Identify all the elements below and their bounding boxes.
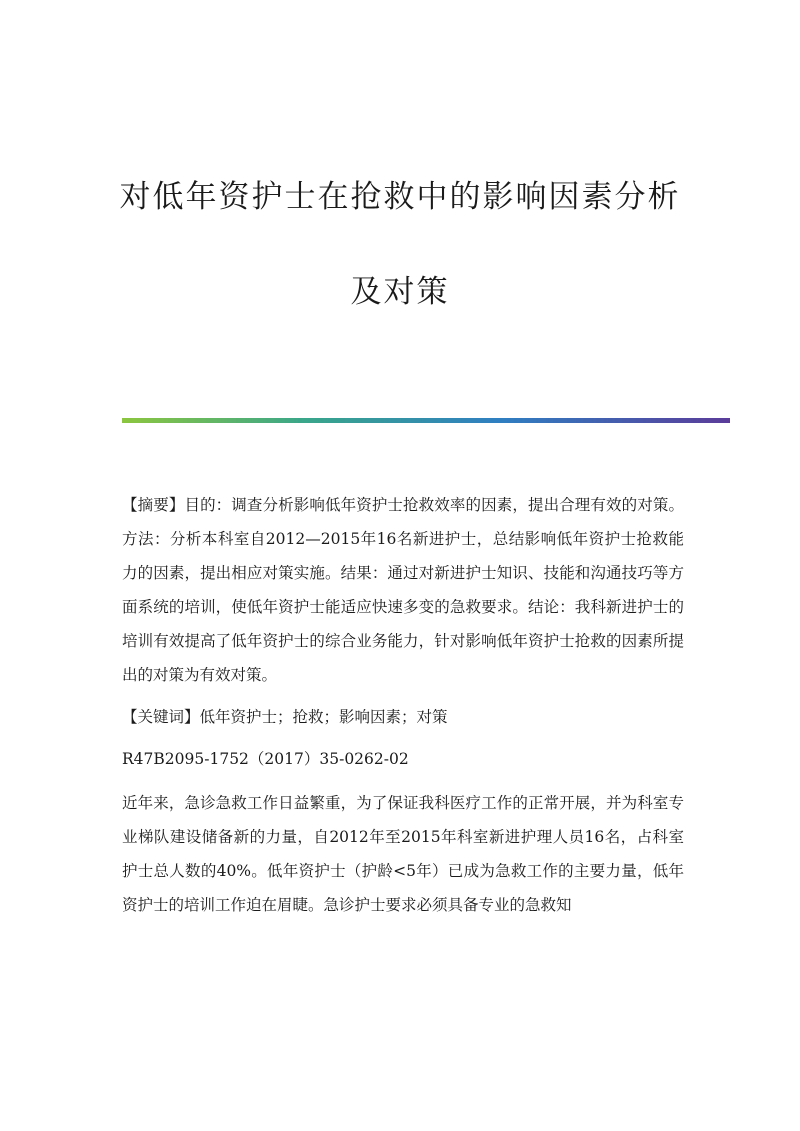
gradient-divider: [122, 418, 730, 423]
title-line-1: 对低年资护士在抢救中的影响因素分析: [119, 179, 681, 215]
classification-code: R47B2095-1752（2017）35-0262-02: [122, 750, 409, 768]
document-body: [122, 488, 684, 934]
abstract-paragraph: 【摘要】目的：调查分析影响低年资护士抢救效率的因素，提出合理有效的对策。方法：分析本科室自2012—2015年16名新进护士，总结影响低年资护士抢救能力的因素，提出相应对策实施。结果：通过对新进护士知识、技能和沟通技巧等方面系统的培训，使低年资护士能适应快速多变的急救要求。结论：我科新进护士的培训有效提高了低年资护士的综合业务能力，针对影响低年资护士抢救的因素所提出的对策为有效对策。: [122, 496, 684, 684]
title-line-2: 及对策: [350, 274, 450, 310]
document-title: [100, 180, 700, 310]
body-paragraph-1: 近年来，急诊急救工作日益繁重，为了保证我科医疗工作的正常开展，并为科室专业梯队建设储备新的力量，自2012年至2015年科室新进护理人员16名，占科室护士总人数的40%。低年资护士（护龄<5年）已成为急救工作的主要力量，低年资护士的培训工作迫在眉睫。急诊护士要求必须具备专业的急救知: [122, 794, 684, 914]
keywords-paragraph: 【关键词】低年资护士；抢救；影响因素；对策: [122, 708, 448, 726]
